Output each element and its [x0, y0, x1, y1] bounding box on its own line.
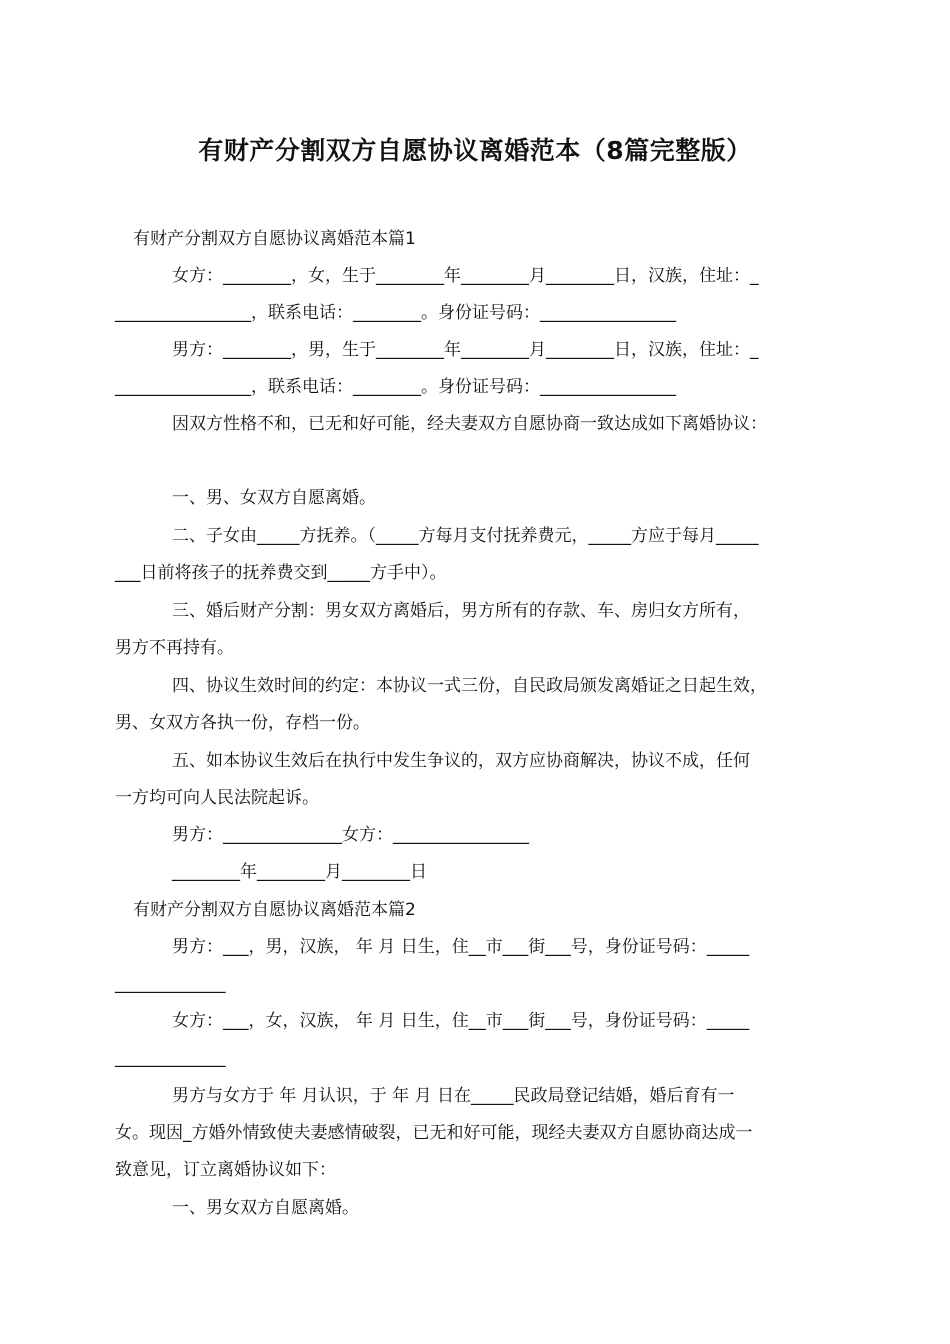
paragraph-line: ________________，联系电话：________。身份证号码：________________ [115, 377, 676, 397]
paragraph-line: ___日前将孩子的抚养费交到_____方手中）。 [115, 563, 447, 583]
paragraph-line: _____________ [115, 1048, 226, 1068]
paragraph-line: 男方与女方于 年 月认识，于 年 月 日在_____民政局登记结婚，婚后育有一 [172, 1086, 735, 1106]
section-heading: 有财产分割双方自愿协议离婚范本篇2 [133, 900, 416, 920]
paragraph-line: 一、男女双方自愿离婚。 [172, 1198, 359, 1218]
paragraph-line: 女方：________，女，生于________年________月________日，汉族，住址：_ [172, 266, 759, 286]
paragraph-line: 男方：___，男，汉族， 年 月 日生，住__市___街___号，身份证号码：_____ [172, 937, 750, 957]
paragraph-line: 一、男、女双方自愿离婚。 [172, 488, 376, 508]
paragraph-line: ________________，联系电话：________。身份证号码：________________ [115, 303, 676, 323]
document-title: 有财产分割双方自愿协议离婚范本（8篇完整版） [198, 136, 752, 165]
paragraph-line: 致意见，订立离婚协议如下： [115, 1160, 336, 1180]
paragraph-line: 男方不再持有。 [115, 638, 234, 658]
signature-line: 男方：______________女方：________________ [172, 825, 529, 845]
paragraph-line: 因双方性格不和，已无和好可能，经夫妻双方自愿协商一致达成如下离婚协议： [172, 414, 767, 434]
section-heading: 有财产分割双方自愿协议离婚范本篇1 [133, 229, 416, 249]
date-line: ________年________月________日 [172, 862, 427, 882]
paragraph-line: 四、协议生效时间的约定：本协议一式三份，自民政局颁发离婚证之日起生效， [172, 676, 767, 696]
paragraph-line: 男、女双方各执一份，存档一份。 [115, 713, 370, 733]
paragraph-line: _____________ [115, 974, 226, 994]
paragraph-line: 女方：___，女，汉族， 年 月 日生，住__市___街___号，身份证号码：_____ [172, 1011, 750, 1031]
paragraph-line: 一方均可向人民法院起诉。 [115, 788, 319, 808]
paragraph-line: 三、婚后财产分割：男女双方离婚后，男方所有的存款、车、房归女方所有， [172, 601, 750, 621]
paragraph-line: 五、如本协议生效后在执行中发生争议的，双方应协商解决，协议不成，任何 [172, 751, 750, 771]
paragraph-line: 男方：________，男，生于________年________月________日，汉族，住址：_ [172, 340, 759, 360]
paragraph-line: 二、子女由_____方抚养。（_____方每月支付抚养费元，_____方应于每月_____ [172, 526, 759, 546]
paragraph-line: 女。现因_方婚外情致使夫妻感情破裂，已无和好可能，现经夫妻双方自愿协商达成一 [115, 1123, 753, 1143]
